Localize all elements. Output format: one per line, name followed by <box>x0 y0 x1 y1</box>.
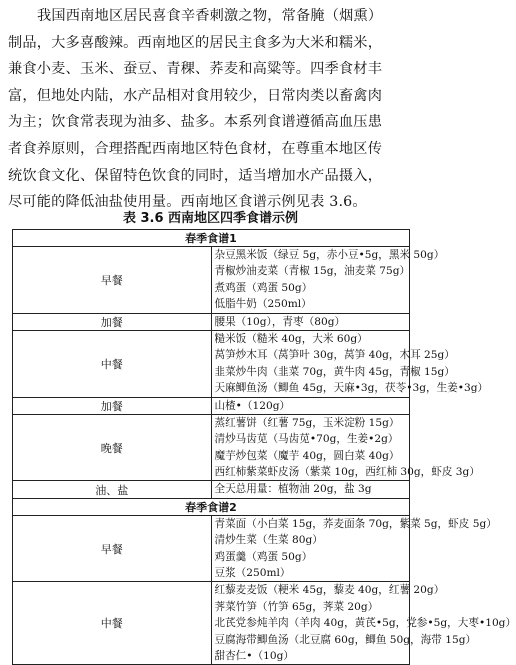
week-header-row <box>13 230 410 247</box>
meal-items <box>211 330 489 397</box>
week-title: 春季食谱2 <box>13 498 410 515</box>
paragraph-line: 为主；饮食常表现为油多、盐多。本系列食谱遵循高血压患 <box>8 114 383 131</box>
meal-name: 中餐 <box>13 582 212 665</box>
food-item: 煮鸡蛋（鸡蛋 50g） <box>214 281 313 294</box>
food-item: 全天总用量：植物油 20g，盐 3g <box>214 483 372 496</box>
meal-items <box>211 515 497 582</box>
food-item: 糙米饭（糙米 40g，大米 60g） <box>214 332 368 345</box>
week-header-row <box>13 498 410 515</box>
food-item: 魔芋炒包菜（魔芋 40g，圆白菜 40g） <box>214 449 400 462</box>
meal-items <box>211 414 480 481</box>
food-item: 甜杏仁•（10g） <box>214 649 294 662</box>
food-item: 低脂牛奶（250ml） <box>214 298 312 311</box>
table-row <box>13 330 410 397</box>
food-item: 豆浆（250ml） <box>214 567 291 580</box>
paragraph-line: 尽可能的降低油盐使用量。西南地区食谱示例见表 3.6。 <box>8 194 367 211</box>
paragraph-line: 制品，大多喜酸辣。西南地区的居民主食多为大米和糯米， <box>8 34 383 51</box>
food-item: 青菜面（小白菜 15g，荞麦面条 70g，紫菜 5g，虾皮 5g） <box>214 517 497 530</box>
food-item: 北芪党参炖羊肉（羊肉 40g，黄芪•5g，党参•5g，大枣•10g） <box>214 617 516 630</box>
food-item: 腰果（10g），青枣（80g） <box>214 315 346 328</box>
meal-items <box>211 313 410 330</box>
paragraph-line: 富，但地处内陆，水产品相对食用较少，日常肉类以畜禽肉 <box>8 87 383 104</box>
table-row <box>13 414 410 481</box>
food-item: 韭菜炒牛肉（韭菜 70g，黄牛肉 45g，青椒 15g） <box>214 365 455 378</box>
food-item: 豆腐海带鲫鱼汤（北豆腐 60g，鲫鱼 50g，海带 15g） <box>214 633 477 646</box>
food-item: 清炒生菜（生菜 80g） <box>214 534 323 547</box>
paragraph-line: 我国西南地区居民喜食辛香刺激之物，常备腌（烟熏） <box>37 8 383 24</box>
paragraph-line: 统饮食文化、保留特色饮食的同时，适当增加水产品摄入， <box>8 167 383 184</box>
meal-items <box>211 247 445 314</box>
paragraph-line: 者食养原则，合理搭配西南地区特色食材，在尊重本地区传 <box>8 140 383 157</box>
food-item: 天麻鲫鱼汤（鲫鱼 45g，天麻•3g，茯苓•3g，生姜•3g） <box>214 382 489 395</box>
meal-name: 早餐 <box>13 247 212 314</box>
food-item: 荠菜竹笋（竹笋 65g，荠菜 20g） <box>214 600 379 613</box>
meal-name: 中餐 <box>13 330 212 397</box>
meal-name: 加餐 <box>13 397 212 414</box>
paragraph-line: 兼食小麦、玉米、蚕豆、青稞、荞麦和高粱等。四季食材丰 <box>8 61 383 78</box>
food-item: 西红柿紫菜虾皮汤（紫菜 10g，西红柿 30g，虾皮 3g） <box>214 466 480 479</box>
table-row <box>13 515 410 582</box>
meal-name: 油、盐 <box>13 481 212 498</box>
table-row <box>13 481 410 498</box>
meal-items <box>211 481 410 498</box>
table-row <box>13 582 410 665</box>
table-caption: 表 3.6 西南地区四季食谱示例 <box>122 211 299 226</box>
food-item: 鸡蛋羹（鸡蛋 50g） <box>214 550 313 563</box>
food-item: 蒸红薯饼（红薯 75g，玉米淀粉 15g） <box>214 416 400 429</box>
intro-paragraph <box>8 3 413 216</box>
meal-name: 加餐 <box>13 313 212 330</box>
table-row <box>13 397 410 414</box>
food-item: 清炒马齿苋（马齿苋•70g，生姜•2g） <box>214 433 399 446</box>
meal-name: 早餐 <box>13 515 212 582</box>
meal-items <box>211 397 410 414</box>
food-item: 莴笋炒木耳（莴笋叶 30g，莴笋 40g，木耳 25g） <box>214 349 455 362</box>
recipe-table <box>12 229 516 665</box>
food-item: 红藜麦麦饭（粳米 45g，藜麦 40g，红薯 20g） <box>214 584 445 597</box>
food-item: 山楂•（120g） <box>214 399 291 412</box>
food-item: 杂豆黑米饭（绿豆 5g，赤小豆•5g，黑米 50g） <box>214 249 445 261</box>
meal-name: 晚餐 <box>13 414 212 481</box>
food-item: 青椒炒油麦菜（青椒 15g，油麦菜 75g） <box>214 265 411 278</box>
meal-items <box>211 582 516 665</box>
table-row <box>13 247 410 314</box>
week-title: 春季食谱1 <box>13 230 410 247</box>
table-row <box>13 313 410 330</box>
